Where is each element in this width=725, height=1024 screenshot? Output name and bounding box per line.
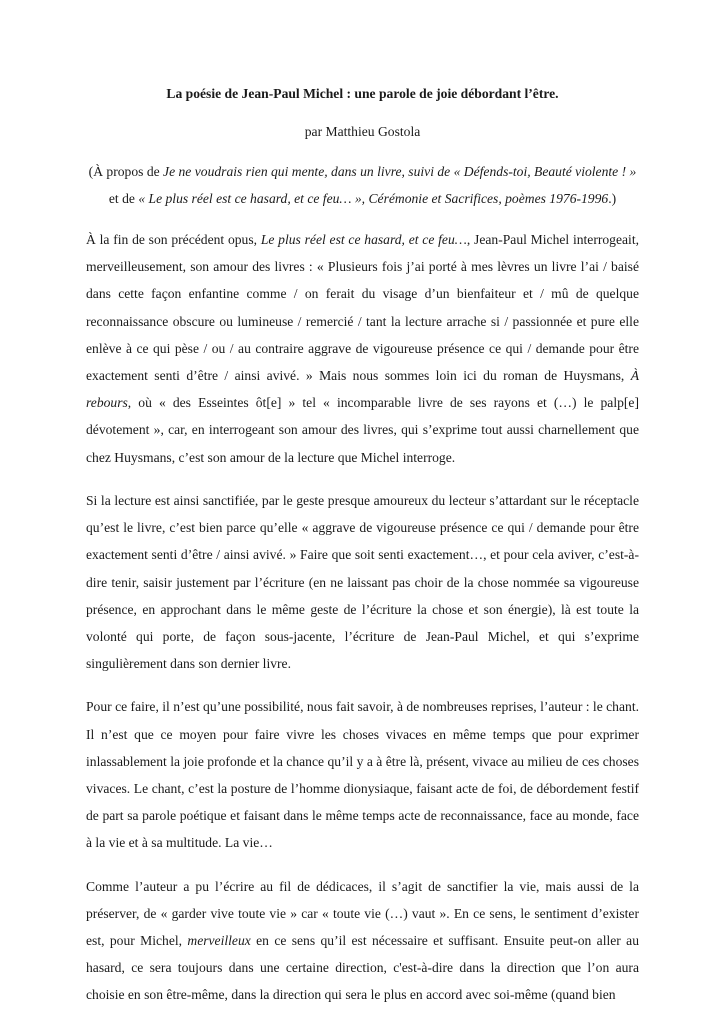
text-run: Pour ce faire, il n’est qu’une possibilité, nous fait savoir, à de nombreuses reprises, l’auteur : le chant. Il n’est que ce moyen pour faire vivre les choses vivaces en même temps que pour exprimer inlassablement la joie profonde et la chance qu’il y a à être là, présent, vivace au milieu de ces choses vivaces. Le chant, c’est la posture de l’homme dionysiaque, faisant acte de foi, de débordement festif de part sa parole poétique et faisant dans le même temps acte de reconnaissance, face au monde, face à la vie et à sa multitude. La vie… bbox=[86, 699, 639, 851]
text-run: .) bbox=[608, 191, 617, 207]
text-run: Si la lecture est ainsi sanctifiée, par le geste presque amoureux du lecteur s’attardant sur le réceptacle qu’est le livre, c’est bien parce qu’elle « aggrave de vigoureuse présence ce qui / demande pour être exactement senti d’être / ainsi avivé. » Faire que soit senti exactement…, et pour cela aviver, c’est-à-dire tenir, saisir justement par l’écriture (en ne laissant pas choir de la chose nommée sa vigoureuse présence, en approchant dans le même geste de l’écriture la chose et son énergie), là est toute la volonté qui porte, de façon sous-jacente, l’écriture de Jean-Paul Michel, et qui s’exprime singulièrement dans son dernier livre. bbox=[86, 492, 639, 672]
italic-text-run: Le plus réel est ce hasard, et ce feu… bbox=[260, 232, 467, 248]
text-run: et de bbox=[108, 191, 139, 207]
text-run: À la fin de son précédent opus, bbox=[86, 232, 261, 248]
document-title: La poésie de Jean-Paul Michel : une parole de joie débordant l’être. bbox=[166, 86, 559, 101]
text-run: , où « des Esseintes ôt[e] » tel « incomparable livre de ses rayons et (…) le palp[e] dévotement », car, en interrogeant son amour des livres, qui s’exprime tout aussi charnellement que chez Huysmans, c’est son amour de la lecture que Michel interroge. bbox=[86, 395, 639, 465]
text-run: (À propos de bbox=[88, 164, 164, 180]
about-note bbox=[86, 158, 639, 212]
author-line: par Matthieu Gostola bbox=[304, 124, 421, 140]
paragraph-4 bbox=[86, 873, 639, 1009]
paragraph-1 bbox=[86, 226, 639, 471]
italic-text-run: À rebours bbox=[86, 368, 639, 411]
italic-text-run: « Le plus réel est ce hasard, et ce feu… », Cérémonie et Sacrifices, poèmes 1976-1996 bbox=[138, 191, 609, 207]
text-run: Comme l’auteur a pu l’écrire au fil de dédicaces, il s’agit de sanctifier la vie, mais aussi de la préserver, de « garder vive toute vie » car « toute vie (…) vaut ». En ce sens, le sentiment d’exister est, pour Michel, bbox=[86, 878, 639, 948]
text-run: , Jean-Paul Michel interrogeait, merveilleusement, son amour des livres : « Plusieurs fois j’ai porté à mes lèvres un livre l’ai / baisé dans cette façon enfantine comme / on ferait du visage d’un bienfaiteur et / mû de quelque reconnaissance obscure ou lumineuse / remercié / tant la lecture arrache si / passionnée et pure elle enlève à ce qui pèse / ou / au contraire aggrave de vigoureuse présence ce qui / demande pour être exactement senti d’être / ainsi avivé. » Mais nous sommes loin ici du roman de Huysmans, bbox=[86, 232, 640, 384]
paragraph-2 bbox=[86, 487, 639, 677]
paragraph-3 bbox=[86, 693, 639, 856]
italic-text-run: merveilleux bbox=[187, 932, 251, 948]
italic-text-run: Je ne voudrais rien qui mente, dans un livre, suivi de « Défends-toi, Beauté violente ! » bbox=[163, 164, 637, 180]
text-run: en ce sens qu’il est nécessaire et suffisant. Ensuite peut-on aller au hasard, ce sera toujours dans une certaine direction, c'est-à-dire dans la direction que l’on aura choisie en son être-même, dans la direction qui sera le plus en accord avec soi-même (quand bien bbox=[86, 932, 639, 1003]
